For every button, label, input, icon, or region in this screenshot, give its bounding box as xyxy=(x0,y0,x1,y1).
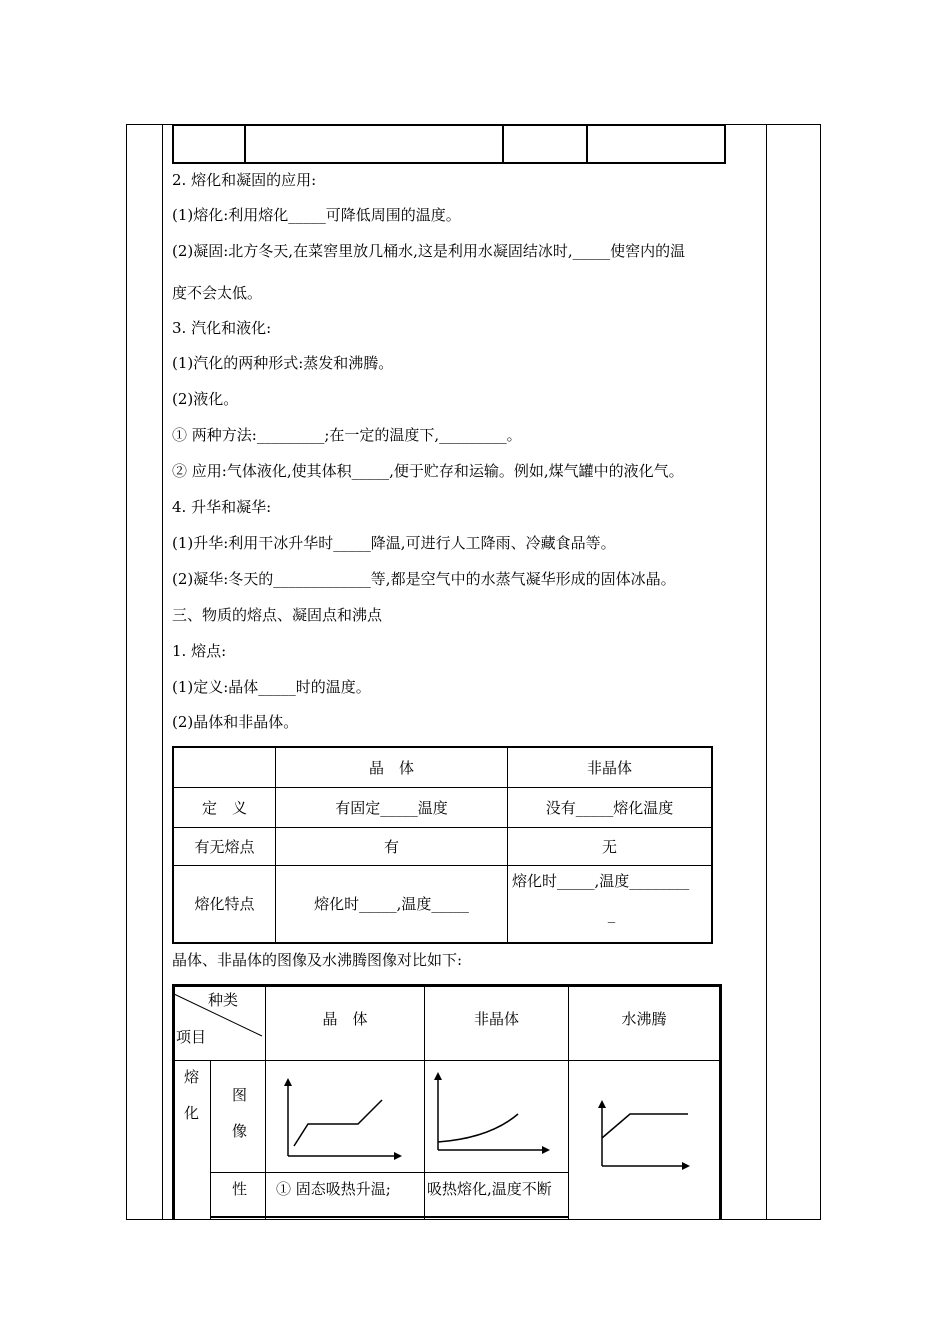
row-melting-char-2: 化 xyxy=(184,1104,200,1122)
section-2-heading: 2. 熔化和凝固的应用: xyxy=(172,171,317,189)
crystal-comparison-table xyxy=(172,746,713,944)
row-definition-label: 定 义 xyxy=(173,787,276,827)
crystal-amorphous-heading: (2)晶体和非晶体。 xyxy=(172,713,299,731)
sub-image-char-1: 图 xyxy=(232,1086,248,1104)
top-table-cell xyxy=(587,125,725,163)
crystal-melting-graph xyxy=(278,1074,408,1164)
row-melting-feature-label: 熔化特点 xyxy=(173,865,276,943)
header-crystal: 晶 体 xyxy=(276,747,508,787)
solidification-application-cont: 度不会太低。 xyxy=(172,284,263,302)
section-3-heading: 3. 汽化和液化: xyxy=(172,319,272,337)
crystal-has-melting-point: 有 xyxy=(276,827,508,865)
inner-right-border xyxy=(766,124,767,1220)
amorphous-melting-feature xyxy=(508,865,713,943)
water-boiling-graph xyxy=(592,1096,702,1176)
melting-point-heading: 1. 熔点: xyxy=(172,642,227,660)
top-table-cell xyxy=(503,125,587,163)
amorphous-melting-graph xyxy=(430,1070,560,1160)
header-empty-cell xyxy=(173,747,276,787)
graph-header-crystal: 晶 体 xyxy=(322,1010,368,1028)
graph-header-boiling: 水沸腾 xyxy=(621,1010,667,1028)
amorphous-definition: 没有_____熔化温度 xyxy=(508,787,713,827)
amorphous-melting-feature-text: 熔化时_____,温度________ xyxy=(512,871,690,890)
diag-header-type: 种类 xyxy=(208,991,239,1009)
melting-application: (1)熔化:利用熔化_____可降低周围的温度。 xyxy=(172,206,461,224)
melting-point-definition: (1)定义:晶体_____时的温度。 xyxy=(172,678,371,696)
section-4-heading: 4. 升华和凝华: xyxy=(172,498,272,516)
liquefaction-heading: (2)液化。 xyxy=(172,390,239,408)
graph-comparison-table xyxy=(172,984,722,1220)
diag-header-item: 项目 xyxy=(176,1028,207,1046)
amorphous-melting-feature-blank: _ xyxy=(607,904,616,923)
top-partial-table xyxy=(172,124,726,164)
desublimation-application: (2)凝华:冬天的_____________等,都是空气中的水蒸气凝华形成的固体冰晶。 xyxy=(172,570,676,588)
row-melting-char-1: 熔 xyxy=(184,1068,200,1086)
crystal-definition: 有固定_____温度 xyxy=(276,787,508,827)
amorphous-property-text: 吸热熔化,温度不断 xyxy=(427,1180,552,1198)
outer-left-border xyxy=(126,124,127,1220)
inner-left-border xyxy=(162,124,163,1220)
crystal-property-text: ① 固态吸热升温; xyxy=(276,1180,391,1198)
outer-right-border xyxy=(820,124,821,1220)
crystal-melting-feature: 熔化时_____,温度_____ xyxy=(276,865,508,943)
liquefaction-application: ② 应用:气体液化,使其体积_____,便于贮存和运输。例如,煤气罐中的液化气。 xyxy=(172,462,684,480)
vaporization-forms: (1)汽化的两种形式:蒸发和沸腾。 xyxy=(172,354,394,372)
amorphous-has-melting-point: 无 xyxy=(508,827,713,865)
top-table-cell xyxy=(245,125,503,163)
part-3-heading: 三、物质的熔点、凝固点和沸点 xyxy=(172,606,383,624)
graph-comparison-heading: 晶体、非晶体的图像及水沸腾图像对比如下: xyxy=(172,951,463,969)
liquefaction-methods: ① 两种方法:_________;在一定的温度下,_________。 xyxy=(172,426,522,444)
header-amorphous: 非晶体 xyxy=(508,747,713,787)
sub-property-char: 性 xyxy=(232,1180,248,1198)
sub-image-char-2: 像 xyxy=(232,1122,248,1140)
sublimation-application: (1)升华:利用干冰升华时_____降温,可进行人工降雨、冷藏食品等。 xyxy=(172,534,616,552)
graph-header-amorphous: 非晶体 xyxy=(473,1010,519,1028)
solidification-application: (2)凝固:北方冬天,在菜窖里放几桶水,这是利用水凝固结冰时,_____使窖内的温 xyxy=(172,242,686,260)
top-table-cell xyxy=(173,125,245,163)
row-melting-point-label: 有无熔点 xyxy=(173,827,276,865)
